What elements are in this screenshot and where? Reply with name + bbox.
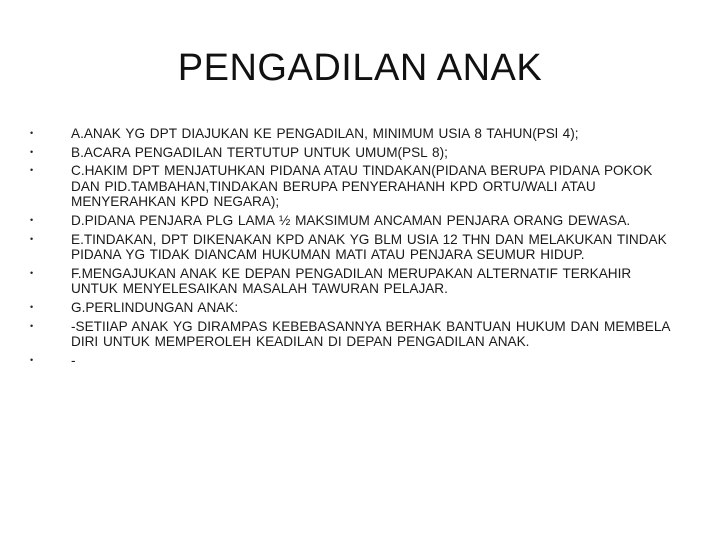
bullet-text-c: C.HAKIM DPT MENJATUHKAN PIDANA ATAU TINDAKAN(PIDANA BERUPA PIDANA POKOK DAN PID.TAMBAHAN,TINDAKAN BERUPA PENYERAHANH KPD ORTU/WALI ATAU MENYERAHKAN KPD NEGARA); [71, 163, 653, 210]
list-item [30, 163, 670, 210]
bullet-text-g: G.PERLINDUNGAN ANAK: [71, 299, 239, 315]
list-item [30, 126, 670, 142]
bullet-text-e: E.TINDAKAN, DPT DIKENAKAN KPD ANAK YG BLM USIA 12 THN DAN MELAKUKAN TINDAK PIDANA YG TIDAK DIANCAM HUKUMAN MATI ATAU PENJARA SEUMUR HIDUP. [71, 231, 667, 263]
bullet-text-b: B.ACARA PENGADILAN TERTUTUP UNTUK UMUM(PSL 8); [71, 144, 448, 160]
list-item [30, 213, 670, 229]
bullet-icon: • [30, 146, 34, 157]
list-item [30, 145, 670, 161]
bullet-text-f: F.MENGAJUKAN ANAK KE DEPAN PENGADILAN MERUPAKAN ALTERNATIF TERKAHIR UNTUK MENYELESAIKAN MASALAH TAWURAN PELAJAR. [71, 265, 632, 297]
bullet-icon: • [30, 214, 34, 225]
bullet-icon: • [30, 354, 34, 365]
list-item [30, 300, 670, 316]
bullet-text-a: A.ANAK YG DPT DIAJUKAN KE PENGADILAN, MINIMUM USIA 8 TAHUN(PSl 4); [71, 126, 579, 141]
bullet-list [30, 126, 670, 371]
bullet-text-dash: - [71, 352, 76, 368]
bullet-icon: • [30, 320, 34, 331]
list-item [30, 232, 670, 263]
list-item [30, 266, 670, 297]
bullet-text-g-detail: -SETIIAP ANAK YG DIRAMPAS KEBEBASANNYA BERHAK BANTUAN HUKUM DAN MEMBELA DIRI UNTUK MEMPEROLEH KEADILAN DI DEPAN PENGADILAN ANAK. [71, 318, 670, 350]
slide-title: PENGADILAN ANAK [177, 47, 543, 89]
bullet-icon: • [30, 301, 34, 312]
bullet-icon: • [30, 267, 34, 278]
bullet-icon: • [30, 165, 34, 176]
bullet-icon: • [30, 233, 34, 244]
list-item [30, 353, 670, 369]
bullet-icon: • [30, 128, 34, 138]
bullet-text-d: D.PIDANA PENJARA PLG LAMA ½ MAKSIMUM ANCAMAN PENJARA ORANG DEWASA. [71, 212, 631, 228]
list-item [30, 319, 670, 350]
